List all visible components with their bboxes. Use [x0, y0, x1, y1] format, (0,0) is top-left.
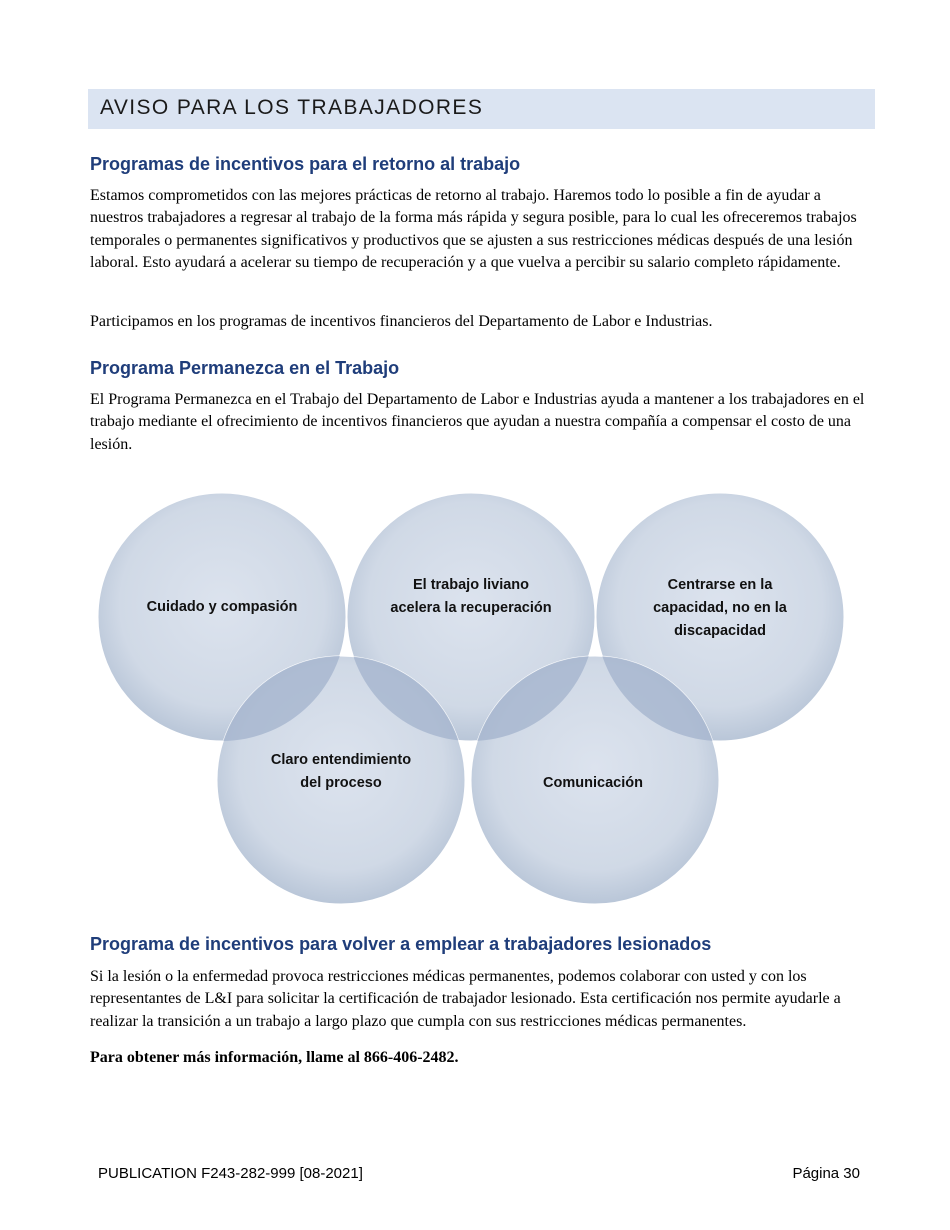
paragraph-reemployment: Si la lesión o la enfermedad provoca restricciones médicas permanentes, podemos colaborar con usted y con los representantes de L&I para solicitar la certificación de trabajador lesionado. Esta certificación nos permite ayudarle a realizar la transición a un trabajo a largo plazo que cumpla con sus restricciones médicas permanentes.: [90, 968, 841, 1030]
footer-publication-id: PUBLICATION F243-282-999 [08-2021]: [98, 1165, 363, 1182]
paragraph-financial-incentives: Participamos en los programas de incentivos financieros del Departamento de Labor e Industrias.: [90, 313, 713, 330]
contact-call-to-action: Para obtener más información, llame al 866-406-2482.: [90, 1049, 459, 1066]
circles-graphic: [95, 490, 855, 906]
circle-label-communication: Comunicación: [543, 775, 643, 791]
circle-label-light-duty: El trabajo liviano acelera la recuperación: [390, 577, 552, 616]
circle-label-ability-focus: Centrarse en la capacidad, no en la discapacidad: [653, 577, 787, 639]
section-heading-return-to-work: Programas de incentivos para el retorno al trabajo: [90, 154, 521, 174]
section-heading-stay-at-work: Programa Permanezca en el Trabajo: [90, 358, 400, 378]
paragraph-stay-at-work: El Programa Permanezca en el Trabajo del Departamento de Labor e Industrias ayuda a mantener a los trabajadores en el trabajo mediante el ofrecimiento de incentivos financieros que ayudan a nuestra compañía a compensar el costo de una lesión.: [90, 391, 865, 453]
banner-title: AVISO PARA LOS TRABAJADORES: [100, 96, 484, 119]
paragraph-return-to-work: Estamos comprometidos con las mejores prácticas de retorno al trabajo. Haremos todo lo posible a fin de ayudar a nuestros trabajadores a regresar al trabajo de la forma más rápida y segura posible, para lo cual les ofreceremos trabajos temporales o permanentes significativos y productivos que se ajusten a sus restricciones médicas después de una lesión laboral. Esto ayudará a acelerar su tiempo de recuperación y a que vuelva a percibir su salario completo rápidamente.: [90, 187, 857, 271]
circle-label-care-compassion: Cuidado y compasión: [146, 599, 298, 615]
page-banner: [88, 89, 875, 129]
overlapping-circles-diagram: [95, 490, 855, 906]
footer-page-number: Página 30: [792, 1165, 860, 1182]
section-heading-reemployment: Programa de incentivos para volver a emplear a trabajadores lesionados: [90, 934, 712, 954]
circle-label-clear-understanding: Claro entendimiento del proceso: [270, 752, 412, 791]
